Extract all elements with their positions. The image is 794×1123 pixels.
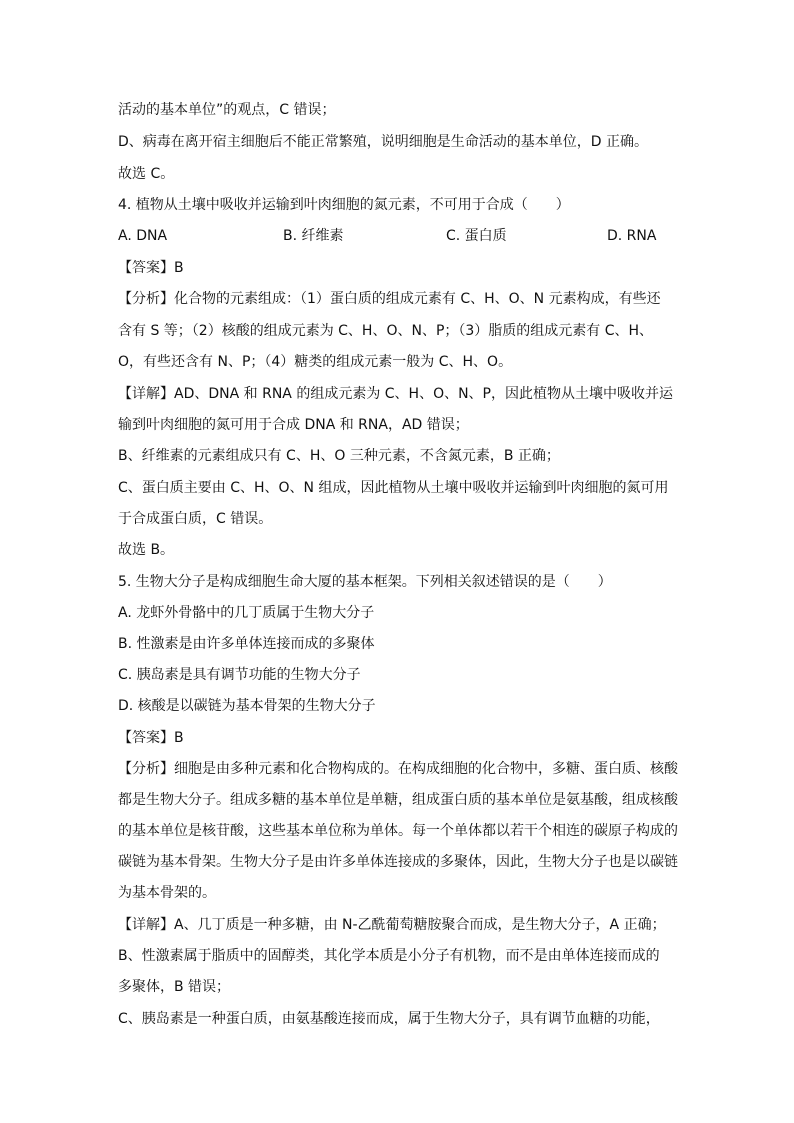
- detail-line: B、纤维素的元素组成只有 C、H、O 三种元素，不含氮元素，B 正确；: [118, 448, 560, 464]
- analysis-line: 含有 S 等；（2）核酸的组成元素为 C、H、O、N、P；（3）脂质的组成元素有 C、H、: [118, 323, 654, 339]
- q4-option-a: A. DNA: [118, 228, 168, 244]
- q5-option-c: C. 胰岛素是具有调节功能的生物大分子: [118, 667, 361, 683]
- text-line: 故选 C。: [118, 166, 175, 182]
- analysis-line: O，有些还含有 N、P；（4）糖类的组成元素一般为 C、H、O。: [118, 354, 513, 370]
- analysis-line: 都是生物大分子。组成多糖的基本单位是单糖，组成蛋白质的基本单位是氨基酸，组成核酸: [118, 792, 678, 808]
- q5-option-b: B. 性激素是由许多单体连接而成的多聚体: [118, 636, 375, 652]
- analysis-line: 【分析】化合物的元素组成：（1）蛋白质的组成元素有 C、H、O、N 元素构成，有些还: [118, 291, 661, 307]
- detail-line: 于合成蛋白质，C 错误。: [118, 511, 273, 527]
- detail-line: 输到叶肉细胞的氮可用于合成 DNA 和 RNA，AD 错误；: [118, 417, 469, 433]
- text-line: 活动的基本单位”的观点，C 错误；: [118, 102, 336, 118]
- detail-line: C、胰岛素是一种蛋白质，由氨基酸连接而成，属于生物大分子，具有调节血糖的功能，: [118, 1011, 660, 1027]
- analysis-line: 的基本单位是核苷酸，这些基本单位称为单体。每一个单体都以若干个相连的碳原子构成的: [118, 823, 678, 839]
- analysis-line: 为基本骨架的。: [118, 885, 216, 901]
- detail-line: 多聚体，B 错误；: [118, 979, 231, 995]
- q4-option-d: D. RNA: [607, 228, 657, 244]
- analysis-line: 【分析】细胞是由多种元素和化合物构成的。在构成细胞的化合物中，多糖、蛋白质、核酸: [118, 761, 678, 777]
- answer-label: 【答案】B: [118, 730, 184, 746]
- question-4-stem: 4. 植物从土壤中吸收并运输到叶肉细胞的氮元素，不可用于合成（ ）: [118, 197, 570, 213]
- q4-option-c: C. 蛋白质: [446, 228, 507, 244]
- detail-line: B、性激素属于脂质中的固醇类，其化学本质是小分子有机物，而不是由单体连接而成的: [118, 948, 660, 964]
- detail-line: 【详解】AD、DNA 和 RNA 的组成元素为 C、H、O、N、P，因此植物从土壤中吸收并运: [118, 386, 674, 402]
- q4-option-b: B. 纤维素: [283, 228, 344, 244]
- text-line: D、病毒在离开宿主细胞后不能正常繁殖，说明细胞是生命活动的基本单位，D 正确。: [118, 134, 649, 150]
- q5-option-a: A. 龙虾外骨骼中的几丁质属于生物大分子: [118, 605, 375, 621]
- answer-label: 【答案】B: [118, 260, 184, 276]
- analysis-line: 碳链为基本骨架。生物大分子是由许多单体连接成的多聚体，因此，生物大分子也是以碳链: [118, 854, 678, 870]
- detail-line: C、蛋白质主要由 C、H、O、N 组成，因此植物从土壤中吸收并运输到叶肉细胞的氮可用: [118, 480, 669, 496]
- text-line: 故选 B。: [118, 542, 175, 558]
- question-5-stem: 5. 生物大分子是构成细胞生命大厦的基本框架。下列相关叙述错误的是（ ）: [118, 574, 612, 590]
- q5-option-d: D. 核酸是以碳链为基本骨架的生物大分子: [118, 698, 376, 714]
- detail-line: 【详解】A、几丁质是一种多糖，由 N-乙酰葡萄糖胺聚合而成，是生物大分子，A 正确；: [118, 917, 666, 933]
